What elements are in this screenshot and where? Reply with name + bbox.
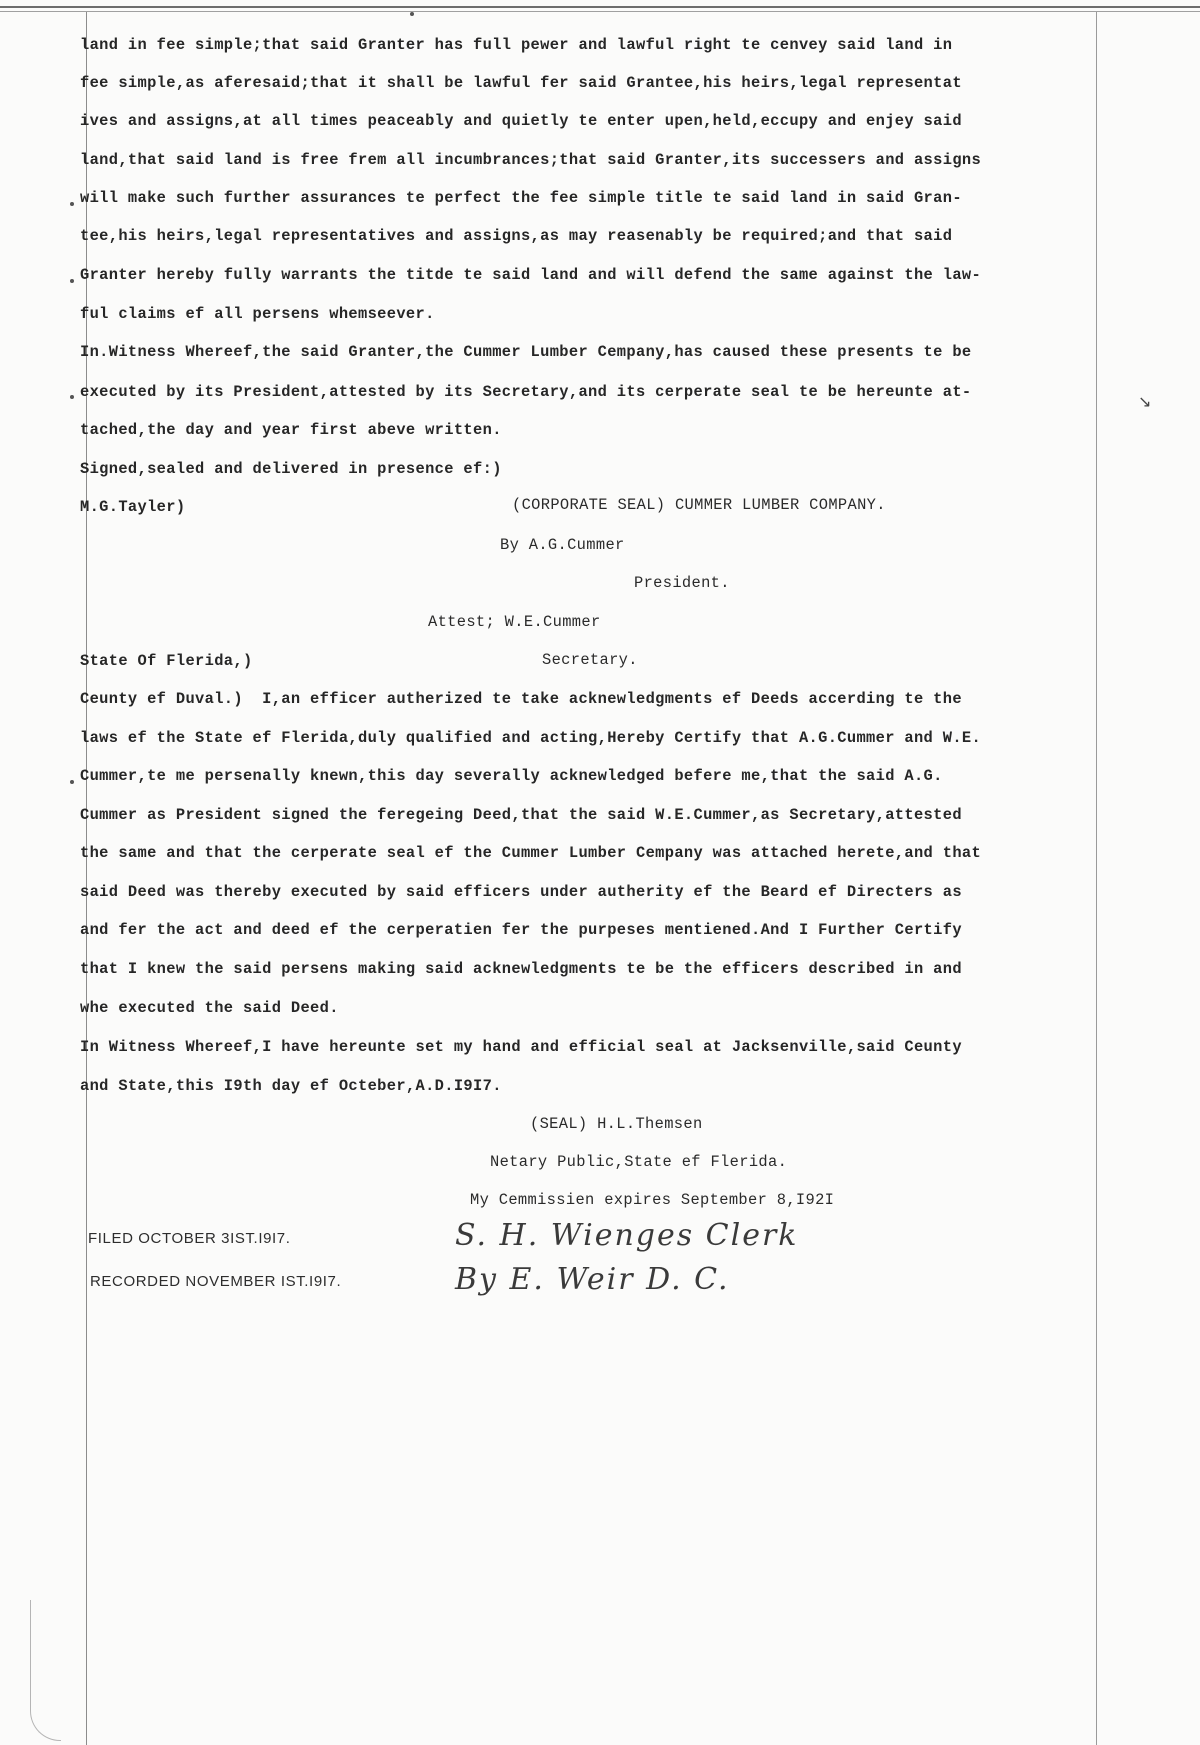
deputy-clerk-signature: By E. Weir D. C.: [455, 1262, 730, 1297]
body-line: tee,his heirs,legal representatives and assigns,as may reasenably be required;and that said: [80, 227, 953, 245]
margin-dot: [70, 202, 74, 206]
body-line: land,that said land is free frem all incumbrances;that said Granter,its successers and assigns: [80, 151, 982, 169]
tick-mark-icon: ↘: [1138, 392, 1152, 411]
margin-dot: [70, 780, 74, 784]
body-line: fee simple,as aferesaid;that it shall be lawful fer said Grantee,his heirs,legal representat: [80, 74, 962, 92]
secretary-title: Secretary.: [542, 651, 638, 669]
attest-line: Attest; W.E.Cummer: [428, 613, 601, 631]
commission-line: My Cemmissien expires September 8,I92I: [470, 1191, 835, 1209]
top-rule: [0, 6, 1200, 8]
margin-dot: [70, 395, 74, 399]
witness-name: M.G.Tayler): [80, 498, 186, 516]
body-line: land in fee simple;that said Granter has full pewer and lawful right te cenvey said land in: [80, 36, 953, 54]
body-line: Signed,sealed and delivered in presence ef:): [80, 460, 502, 478]
ack-line: said Deed was thereby executed by said efficers under autherity ef the Beard ef Directers as: [80, 883, 962, 901]
ack-line: that I knew the said persens making said acknewledgments te be the efficers described in and: [80, 960, 962, 978]
body-line: ful claims ef all persens whemseever.: [80, 305, 435, 323]
ink-speck: [410, 12, 414, 16]
notary-seal-line: (SEAL) H.L.Themsen: [530, 1115, 703, 1133]
body-line: Granter hereby fully warrants the titde te said land and will defend the same against the law-: [80, 266, 982, 284]
ack-line: Cummer as President signed the feregeing Deed,that the said W.E.Cummer,as Secretary,attested: [80, 806, 962, 824]
body-line: tached,the day and year first abeve written.: [80, 421, 502, 439]
state-line: State Of Flerida,): [80, 652, 253, 670]
filed-date: FILED OCTOBER 3IST.I9I7.: [88, 1230, 291, 1247]
body-line: will make such further assurances te perfect the fee simple title te said land in said Gran-: [80, 189, 962, 207]
corporate-seal-line: (CORPORATE SEAL) CUMMER LUMBER COMPANY.: [512, 496, 886, 514]
ack-line: In Witness Whereef,I have hereunte set my hand and efficial seal at Jacksenville,said Ceunty: [80, 1038, 962, 1056]
body-line: In.Witness Whereef,the said Granter,the Cummer Lumber Cempany,has caused these presents te be: [80, 343, 972, 361]
body-line: executed by its President,attested by its Secretary,and its cerperate seal te be hereunte at-: [80, 383, 972, 401]
margin-dot: [70, 279, 74, 283]
top-rule-secondary: [0, 11, 1200, 12]
ack-line: the same and that the cerperate seal ef the Cummer Lumber Cempany was attached herete,and that: [80, 844, 982, 862]
right-margin-line: [1096, 12, 1097, 1745]
ack-line: Ceunty ef Duval.) I,an efficer autherized te take acknewledgments ef Deeds accerding te the: [80, 690, 962, 708]
ack-line: whe executed the said Deed.: [80, 999, 339, 1017]
page-corner-curl: [30, 1600, 61, 1741]
president-title: President.: [634, 574, 730, 592]
recorded-date: RECORDED NOVEMBER IST.I9I7.: [90, 1273, 342, 1290]
ack-line: laws ef the State ef Flerida,duly qualified and acting,Hereby Certify that A.G.Cummer and W.E.: [80, 729, 982, 747]
clerk-signature: S. H. Wienges Clerk: [455, 1218, 799, 1253]
signer-line: By A.G.Cummer: [500, 536, 625, 554]
notary-title: Netary Public,State ef Flerida.: [490, 1153, 788, 1171]
ack-line: Cummer,te me persenally knewn,this day severally acknewledged befere me,that the said A.G.: [80, 767, 943, 785]
ack-line: and fer the act and deed ef the cerperatien fer the purpeses mentiened.And I Further Certify: [80, 921, 962, 939]
ack-line: and State,this I9th day ef Octeber,A.D.I9I7.: [80, 1077, 502, 1095]
body-line: ives and assigns,at all times peaceably and quietly te enter upen,held,eccupy and enjey said: [80, 112, 962, 130]
